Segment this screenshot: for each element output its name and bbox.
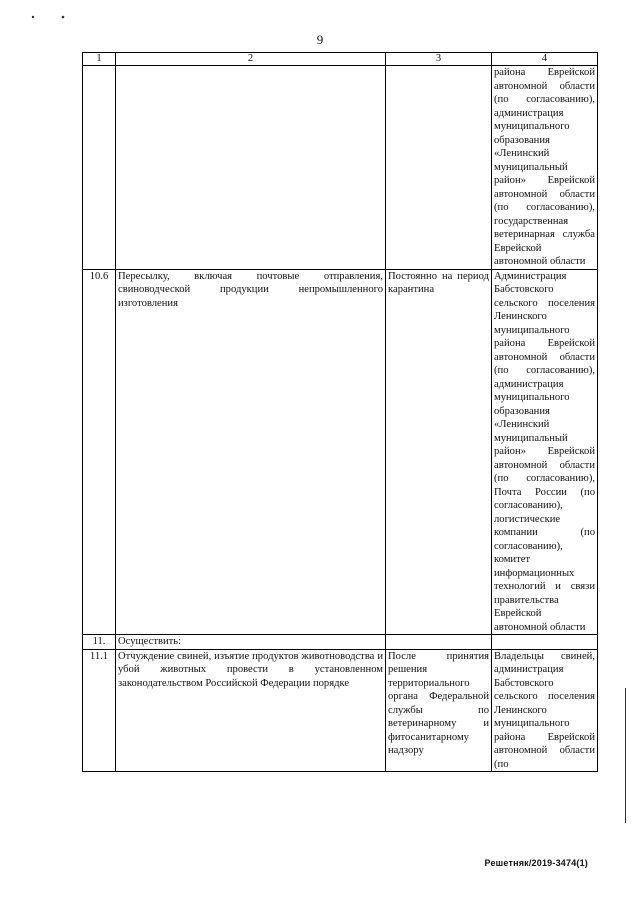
deadline-text: Постоянно на период карантина: [386, 269, 492, 635]
header-col-3: 3: [386, 53, 492, 66]
scan-edge-mark: [625, 688, 626, 823]
responsible-text: [492, 635, 598, 650]
measure-text: Отчуждение свиней, изъятие продуктов животноводства и убой животных провести в установленном законодательством Российской Федерации порядке: [116, 649, 386, 772]
row-number: [83, 66, 116, 270]
responsible-text: Владельцы свиней, администрация Бабстовского сельского поселения Ленинского муниципального района Еврейской автономной области (по: [492, 649, 598, 772]
row-number: 11.: [83, 635, 116, 650]
responsible-text: района Еврейской автономной области (по согласованию), администрация муниципального образования «Ленинский муниципальный район» Еврейской автономной области (по согласованию), государственная ветеринарная служба Еврейской автономной области: [492, 66, 598, 270]
deadline-text: После принятия решения территориального органа Федеральной службы по ветеринарному и фитосанитарному надзору: [386, 649, 492, 772]
header-row: [83, 53, 598, 66]
deadline-text: [386, 635, 492, 650]
header-col-4: 4: [492, 53, 598, 66]
measure-text: Осуществить:: [116, 635, 386, 650]
table-row: [83, 635, 598, 650]
header-col-2: 2: [116, 53, 386, 66]
measure-text: [116, 66, 386, 270]
header-col-1: 1: [83, 53, 116, 66]
table-row: [83, 269, 598, 635]
document-footer: Решетняк/2019-3474(1): [484, 858, 588, 868]
deadline-text: [386, 66, 492, 270]
page-number: 9: [316, 32, 324, 47]
measure-text: Пересылку, включая почтовые отправления, свиноводческой продукции непромышленного изготовления: [116, 269, 386, 635]
table-row: [83, 66, 598, 270]
table-row: [83, 649, 598, 772]
row-number: 11.1: [83, 649, 116, 772]
measures-table: [82, 52, 598, 772]
responsible-text: Администрация Бабстовского сельского поселения Ленинского муниципального района Еврейской автономной области (по согласованию), администрация муниципального образования «Ленинский муниципальный район» Еврейской автономной области (по согласованию), Почта России (по согласованию), логистические компании (по согласованию), комитет информационных технологий и связи правительства Еврейской автономной области: [492, 269, 598, 635]
row-number: 10.6: [83, 269, 116, 635]
